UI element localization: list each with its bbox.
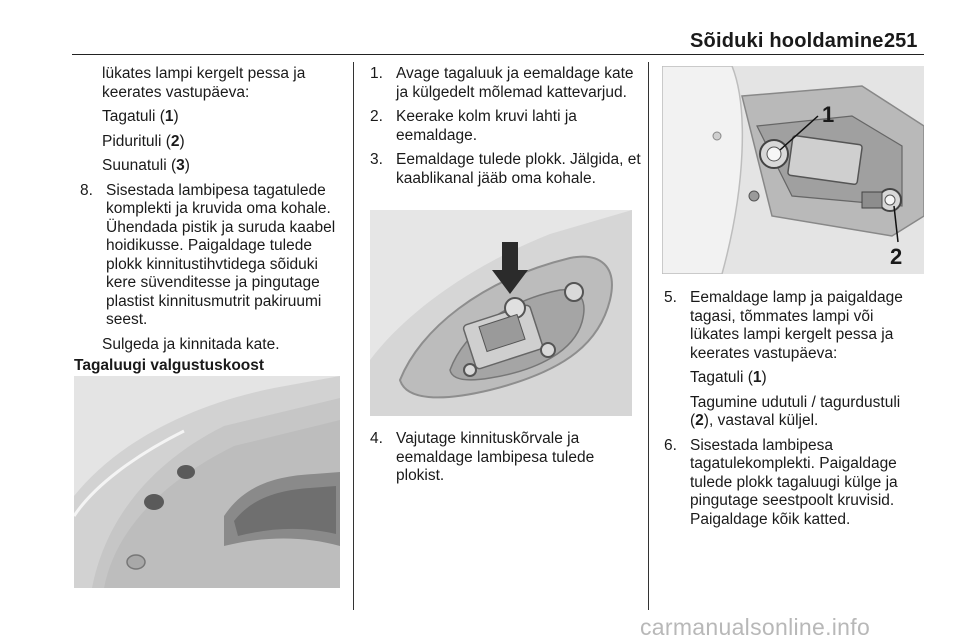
continuation-line: keerates vastupäeva: bbox=[102, 83, 250, 101]
step-1: 1. Avage tagaluuk ja eemaldage kate ja külgedelt mõlemad kattevarjud. bbox=[370, 65, 634, 101]
light-unit-illustration bbox=[370, 210, 632, 416]
header-rule bbox=[72, 54, 924, 55]
step-text: Sisestada lambipesa tagatulede komplekti ja kruvida oma kohale. Ühendada pistik ja suruda kaabel hoidikusse. Paigaldage tulede plokk kinnitustihvtidega sõiduki kere süvenditesse ja pingutage plastist kinnitusmutrit pakiruumi seest. bbox=[106, 181, 336, 328]
step-3: 3. Eemaldage tulede plokk. Jälgida, et kaablikanal jääb oma kohale. bbox=[370, 151, 641, 187]
rear-light-item: Tagatuli (1) bbox=[690, 369, 767, 386]
tail-light-item: Tagatuli (1) bbox=[102, 108, 179, 125]
section-heading: Tagaluugi valgustuskoost bbox=[74, 357, 265, 374]
column-2-text-lower bbox=[370, 430, 642, 492]
column-divider-1 bbox=[353, 62, 354, 610]
step-6: 6. Sisestada lambipesa tagatulekomplekti. Paigaldage tulede plokk tagaluugi külge ja pingutage seestpoolt kruvisid. Paigaldage kõik katted. bbox=[664, 436, 898, 528]
tailgate-interior-illustration bbox=[74, 376, 340, 588]
step-number: 8. bbox=[80, 181, 93, 199]
page-number: 251 bbox=[884, 30, 918, 52]
column-divider-2 bbox=[648, 62, 649, 610]
bulb-holder-illustration bbox=[662, 66, 924, 274]
brake-light-item: Pidurituli (2) bbox=[102, 132, 185, 150]
closing-instruction: Sulgeda ja kinnitada kate. bbox=[102, 335, 280, 353]
turn-signal-item: Suunatuli (3) bbox=[102, 157, 190, 174]
page-header-title: Sõiduki hooldamine bbox=[690, 30, 884, 52]
callout-1: 1 bbox=[822, 102, 835, 127]
column-2-text bbox=[370, 65, 642, 194]
step-5: 5. Eemaldage lamp ja paigaldage tagasi, tõmmates lampi või lükates lampi kergelt pessa ja keerates vastupäeva: bbox=[664, 289, 903, 362]
step-4: 4. Vajutage kinnituskõrvale ja eemaldage lambipesa tulede plokist. bbox=[370, 430, 595, 484]
step-2: 2. Keerake kolm kruvi lahti ja eemaldage. bbox=[370, 108, 577, 144]
continuation-line: lükates lampi kergelt pessa ja bbox=[102, 65, 306, 82]
column-1-text bbox=[76, 65, 346, 360]
column-3-text bbox=[664, 289, 926, 535]
callout-2: 2 bbox=[890, 244, 903, 269]
fog-reverse-light-item: Tagumine udutuli / tagurdustuli (2), vastaval küljel. bbox=[690, 393, 901, 429]
step-8 bbox=[80, 182, 346, 330]
watermark: carmanualsonline.info bbox=[640, 614, 871, 640]
